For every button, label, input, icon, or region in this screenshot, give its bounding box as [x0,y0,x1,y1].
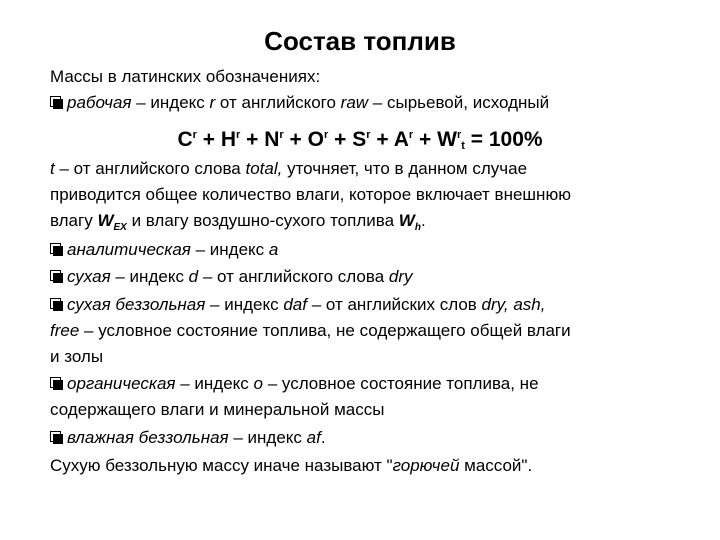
t-explanation-line2: приводится общее количество влаги, которое включает внешнюю [50,185,571,204]
bullet-working-mass: рабочая – индекс r от английского raw – сырьевой, исходный [50,90,680,116]
bullet-analytic-mass: аналитическая – индекс a [50,237,680,263]
bullet-icon [50,267,67,284]
bullet-organic-mass: органическая – индекс o – условное состояние топлива, не [50,371,680,397]
t-explanation-line1: t – от английского слова total, уточняет, что в данном случае [50,159,528,178]
bullet-wet-ash-free-mass: влажная беззольная – индекс af. [50,425,680,451]
bullet-icon [50,240,67,257]
bullet-icon [50,428,67,445]
bullet-dry-mass: сухая – индекс d – от английского слова dry [50,264,680,290]
bullet-dry-ash-free-mass: сухая беззольная – индекс daf – от английских слов dry, ash, [50,292,680,318]
bullet-icon [50,295,67,312]
dry-ash-free-line2: free – условное состояние топлива, не содержащего общей влаги [50,321,571,340]
bullet-icon [50,93,67,110]
bullet-icon [50,374,67,391]
dry-ash-free-line3: и золы [50,347,104,366]
formula: $C^r + H^r + N^r + O^r + S^r + A^r + W^r_t = 100\%$ [177,128,543,152]
slide-title: Состав топлив [264,26,456,56]
intro-text: Массы в латинских обозначениях: [50,67,321,86]
organic-line2: содержащего влаги и минеральной массы [50,400,385,419]
final-note: Сухую беззольную массу иначе называют "горючей массой". [50,456,533,475]
t-explanation-line3: влагу $W_{EX}$ и влагу воздушно-сухого топлива $W_h$. [50,211,426,233]
